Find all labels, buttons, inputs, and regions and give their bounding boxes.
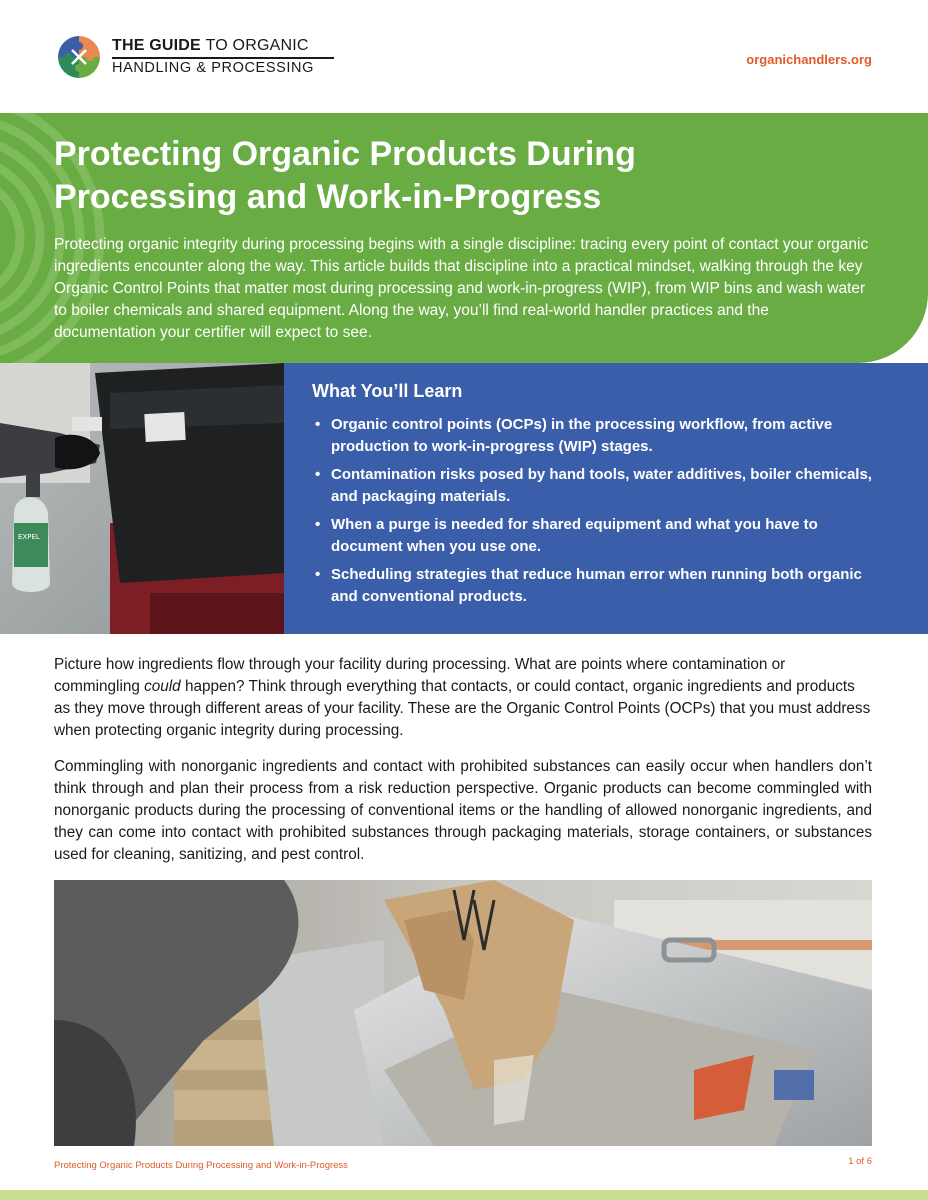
footer-title: Protecting Organic Products During Processing and Work-in-Progress bbox=[54, 1160, 348, 1171]
bullet-icon: • bbox=[315, 466, 321, 483]
learn-item bbox=[312, 564, 892, 608]
logo-title-bold: THE GUIDE bbox=[112, 36, 201, 54]
logo-divider bbox=[112, 57, 334, 59]
bullet-icon: • bbox=[315, 516, 321, 533]
learn-item bbox=[312, 514, 892, 558]
learn-item-text: When a purge is needed for shared equipment and what you have to document when you use one. bbox=[331, 516, 818, 555]
page-title-line1: Protecting Organic Products During bbox=[54, 135, 636, 173]
guide-logo[interactable] bbox=[56, 33, 346, 81]
footer-bar bbox=[0, 1190, 928, 1200]
learn-list bbox=[312, 414, 892, 614]
body-paragraph-1 bbox=[54, 654, 872, 742]
learn-item-text: Scheduling strategies that reduce human error when running both organic and conventional products. bbox=[331, 566, 862, 605]
logo-title bbox=[112, 38, 334, 55]
photo-sanitizing-bin bbox=[0, 363, 284, 634]
what-youll-learn-panel bbox=[284, 363, 928, 634]
body-paragraph-2: Commingling with nonorganic ingredients and contact with prohibited substances can easily occur when handlers don’t think through and plan their process from a risk reduction perspective. Organic products can become commingled with nonorganic products during the processing of conventional items or the handling of allowed nonorganic ingredients, and they can come into contact with prohibited substances through packaging materials, storage containers, or substances used for cleaning, sanitizing, and pest control. bbox=[54, 758, 872, 863]
page-title-line2: Processing and Work-in-Progress bbox=[54, 178, 602, 216]
p1-before: Picture how ingredients flow through your facility during processing. What are points where contamination or commingling bbox=[54, 656, 786, 695]
learn-item bbox=[312, 414, 892, 458]
logo-title-rest: TO ORGANIC bbox=[205, 36, 309, 54]
learn-item-text: Organic control points (OCPs) in the processing workflow, from active production to work-in-progress (WIP) stages. bbox=[331, 416, 833, 455]
bullet-icon: • bbox=[315, 416, 321, 433]
learn-title: What You’ll Learn bbox=[312, 381, 463, 401]
learn-item-text: Contamination risks posed by hand tools, water additives, boiler chemicals, and packaging materials. bbox=[331, 466, 872, 505]
bottle-label-text: EXPEL bbox=[18, 533, 40, 541]
page-number: 1 of 6 bbox=[848, 1156, 872, 1167]
bullet-icon: • bbox=[315, 566, 321, 583]
hero-banner bbox=[0, 113, 928, 363]
photo-pouring-ingredients bbox=[54, 880, 872, 1146]
puzzle-logo-icon bbox=[56, 34, 102, 80]
site-url-link[interactable]: organichandlers.org bbox=[746, 52, 872, 67]
p1-emphasis: could bbox=[144, 678, 181, 695]
intro-paragraph: Protecting organic integrity during processing begins with a single discipline: tracing every point of contact your organic ingredients encounter along the way. This article builds that discipline into a practical mindset, walking through the key Organic Control Points that matter most during processing and work-in-progress (WIP), from WIP bins and wash water to boiler chemicals and shared equipment. Along the way, you’ll find real-world handler practices and the documentation your certifier will expect to see. bbox=[54, 236, 869, 341]
p1-after: happen? Think through everything that contacts, or could contact, organic ingredients and products as they move through different areas of your facility. These are the Organic Control Points (OCPs) that you must address when protecting organic integrity during processing. bbox=[54, 678, 871, 739]
learn-item bbox=[312, 464, 892, 508]
logo-subtitle: HANDLING & PROCESSING bbox=[112, 59, 314, 76]
page-title bbox=[54, 133, 814, 219]
